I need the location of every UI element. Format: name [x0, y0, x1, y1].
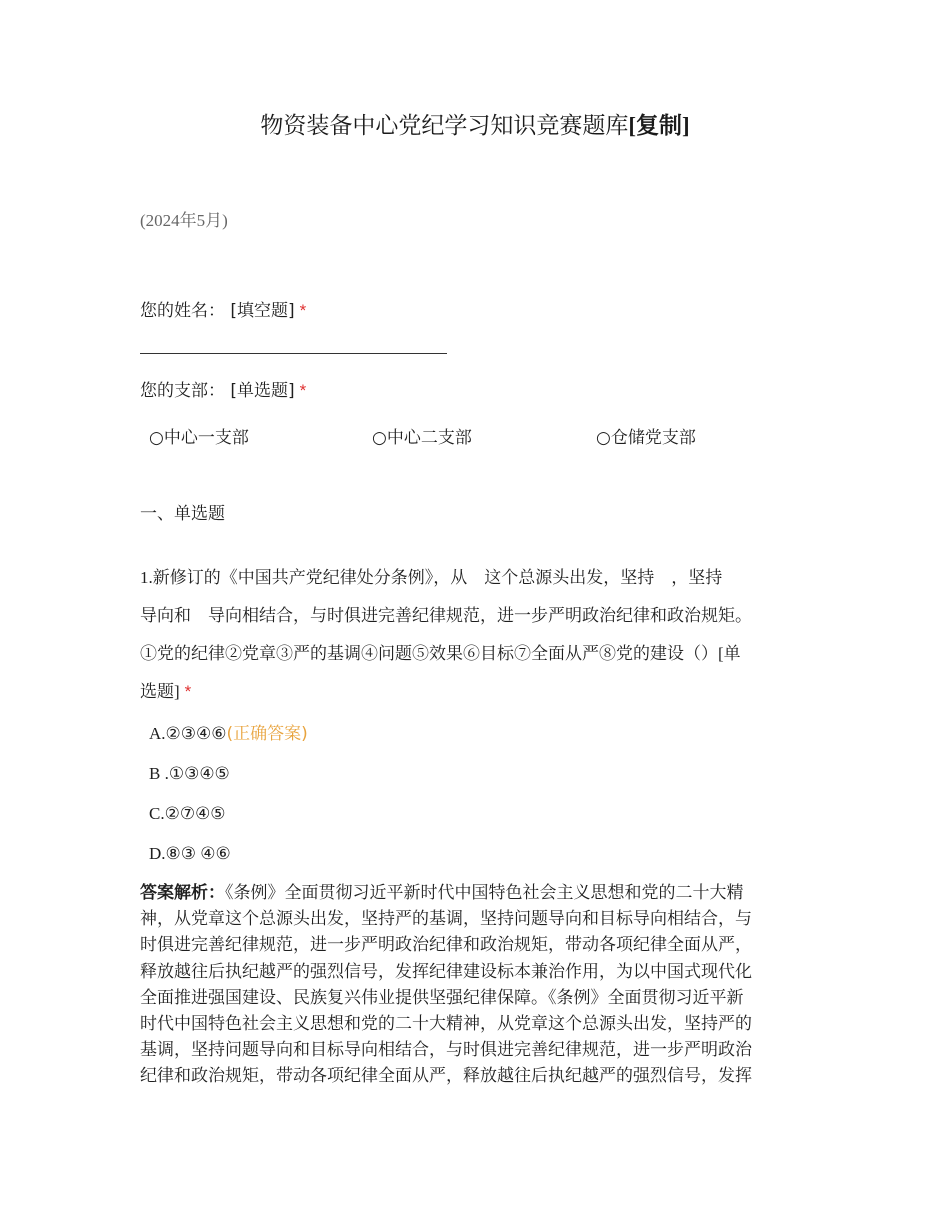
required-mark: *	[184, 682, 192, 701]
name-fill-blank[interactable]	[140, 353, 447, 354]
stem-line: 1.新修订的《中国共产党纪律处分条例》，从 这个总源头出发，坚持 ，坚持	[140, 568, 723, 587]
question-1-stem	[140, 559, 815, 711]
branch-type-tag: [单选题]	[230, 381, 295, 401]
name-label: 您的姓名：	[140, 301, 225, 321]
option-d-text: D.⑧③ ④⑥	[149, 844, 231, 863]
analysis-line	[140, 880, 812, 906]
branch-question-label	[140, 378, 306, 404]
correct-answer-note: (正确答案)	[226, 724, 308, 744]
option-a-text: A.②③④⑥	[149, 724, 227, 743]
branch-option-1[interactable]: ○中心一支部	[149, 428, 249, 448]
analysis-label: 答案解析：	[140, 883, 225, 903]
option-c-text: C.②⑦④⑤	[149, 804, 226, 823]
analysis-line: 时代中国特色社会主义思想和党的二十大精神，从党章这个总源头出发，坚持严的	[140, 1013, 752, 1034]
option-b-text: B .①③④⑤	[149, 764, 230, 783]
branch-option-2[interactable]: ○中心二支部	[372, 428, 472, 448]
title-text: 物资装备中心党纪学习知识竞赛题库	[260, 113, 629, 139]
analysis-line: 纪律和政治规矩，带动各项纪律全面从严，释放越往后执纪越严的强烈信号，发挥	[140, 1066, 752, 1087]
analysis-line: 神，从党章这个总源头出发，坚持严的基调，坚持问题导向和目标导向相结合，与	[140, 909, 752, 930]
analysis-line: 释放越往后执纪越严的强烈信号，发挥纪律建设标本兼治作用，为以中国式现代化	[140, 961, 752, 982]
question-1-option-c[interactable]	[149, 801, 226, 827]
question-1-option-d[interactable]	[149, 841, 231, 867]
section-heading: 一、单选题	[140, 504, 225, 524]
stem-last-text: 选题]	[140, 682, 180, 701]
document-title	[0, 111, 950, 141]
branch-option-3[interactable]: ○仓储党支部	[596, 428, 696, 448]
stem-line-last	[140, 673, 815, 711]
question-1-option-a[interactable]	[149, 721, 308, 747]
analysis-line: 基调，坚持问题导向和目标导向相结合，与时俱进完善纪律规范，进一步严明政治	[140, 1040, 752, 1061]
required-mark: *	[299, 381, 307, 400]
title-suffix: [复制]	[628, 113, 690, 138]
analysis-text: 《条例》全面贯彻习近平新时代中国特色社会主义思想和党的二十大精	[225, 883, 744, 903]
branch-label: 您的支部：	[140, 381, 225, 401]
answer-analysis	[140, 880, 812, 1090]
analysis-line: 时俱进完善纪律规范，进一步严明政治纪律和政治规矩，带动各项纪律全面从严，	[140, 935, 752, 956]
analysis-line: 全面推进强国建设、民族复兴伟业提供坚强纪律保障。《条例》全面贯彻习近平新	[140, 987, 744, 1008]
question-1-option-b[interactable]	[149, 761, 230, 787]
required-mark: *	[299, 301, 307, 320]
document-date: (2024年5月)	[140, 211, 228, 230]
name-question-label	[140, 298, 306, 324]
stem-line: ①党的纪律②党章③严的基调④问题⑤效果⑥目标⑦全面从严⑧党的建设（）[单	[140, 644, 741, 663]
name-type-tag: [填空题]	[230, 301, 295, 321]
stem-line: 导向和 导向相结合，与时俱进完善纪律规范，进一步严明政治纪律和政治规矩。	[140, 606, 752, 625]
